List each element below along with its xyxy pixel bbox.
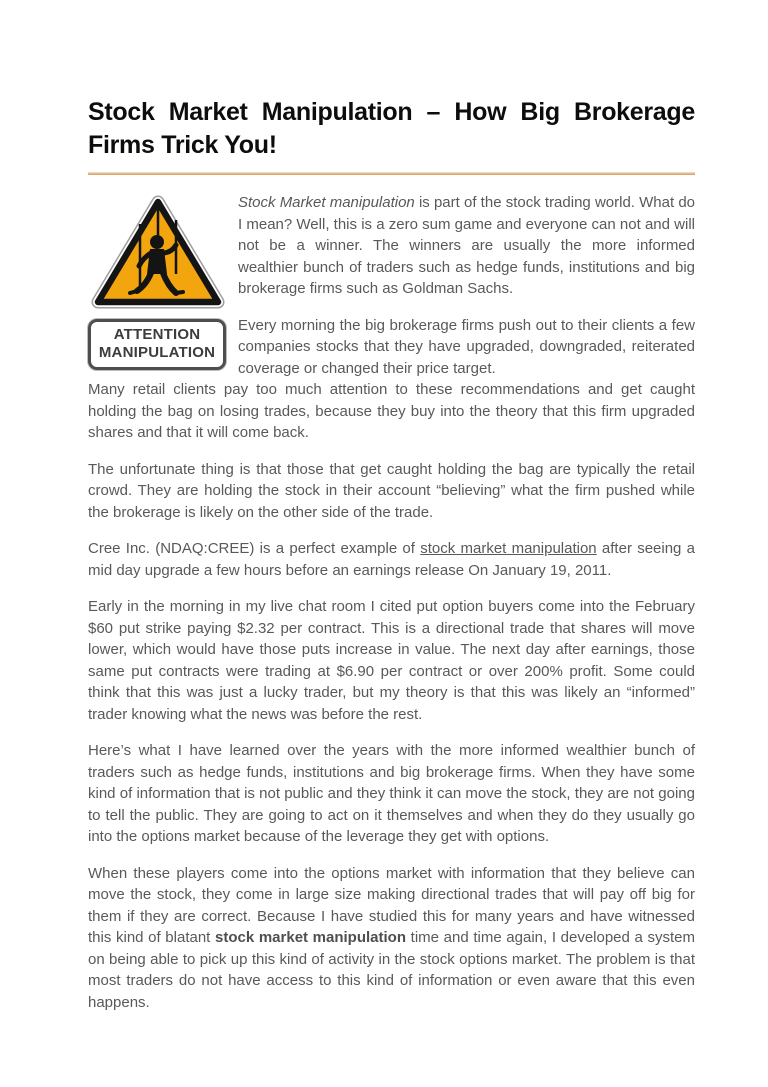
body-paragraph-5	[88, 740, 695, 848]
text-segment: Many retail clients pay too much attention to these recommendations and get caught holding the bag on losing trades, because they buy into the theory that this firm upgraded shares and that it will come back.	[88, 381, 695, 441]
body-paragraph-1	[88, 379, 695, 444]
text-segment: is part of the stock trading world. What do I mean? Well, this is a zero sum game and everyone can not and will not be a winner. The winners are usually the more informed wealthier bunch of traders such as hedge funds, institutions and big brokerage firms such as Goldman Sachs.	[238, 194, 696, 297]
text-segment: The unfortunate thing is that those that get caught holding the bag are typically the retail crowd. They are holding the stock in their account “believing” what the firm pushed while the brokerage is likely on the other side of the trade.	[88, 460, 695, 521]
stock-market-manipulation-link[interactable]: stock market manipulation	[420, 540, 597, 557]
attention-manipulation-label	[88, 319, 226, 370]
page-title-line-2: Firms Trick You!	[88, 131, 277, 159]
text-segment: Here’s what I have learned over the years with the more informed wealthier bunch of traders such as hedge funds, institutions and big brokerage firms. When they have some kind of information that is not public and they think it can move the stock, they are not going to tell the public. They are going to act on it themselves and when they do they usually go into the options market because of the leverage they get with options.	[88, 742, 695, 845]
puppet-strings-warning-triangle-icon	[88, 190, 228, 314]
text-segment: after seeing a mid day upgrade a few hours before an earnings release On January 19, 2011.	[88, 540, 696, 579]
intro-paragraph-2	[238, 315, 695, 380]
attention-manipulation-sign	[88, 190, 228, 370]
article-content	[88, 0, 695, 1013]
title-accent-rule	[88, 172, 695, 175]
intro-paragraph-1	[238, 192, 695, 300]
page-title	[88, 96, 695, 162]
text-segment: stock market manipulation	[215, 929, 407, 946]
attention-label-line: ATTENTION	[113, 326, 201, 343]
text-segment: When these players come into the options market with information that they believe can move the stock, they come in large size making directional trades that will pay off big for them if they are correct. Because I have studied this for many years and have witnessed this kind of blatant	[88, 864, 695, 946]
text-segment: Every morning the big brokerage firms push out to their clients a few companies stocks that they have upgraded, downgraded, reiterated coverage or changed their price target.	[238, 316, 695, 377]
text-segment: Early in the morning in my live chat room I cited put option buyers come into the February $60 put strike paying $2.32 per contract. This is a directional trade that shares will move lower, which would have those puts increase in value. The next day after earnings, those same put contracts were trading at $6.90 per contract or over 200% profit. Some could think that this was just a lucky trader, but my theory is that this was likely an “informed” trader knowing what the news was before the rest.	[88, 598, 695, 723]
intro-section	[88, 190, 695, 379]
body-paragraph-4	[88, 596, 695, 725]
text-segment: Cree Inc. (NDAQ:CREE) is a perfect example of	[88, 540, 421, 557]
body-paragraph-6	[88, 863, 695, 1014]
text-segment: time and time again, I developed a system on being able to pick up this kind of activity in the stock options market. The problem is that most traders do not have access to this kind of information or even aware that this even happens.	[88, 929, 695, 1011]
manipulation-label-line: MANIPULATION	[98, 344, 216, 361]
page-title-line-1: Stock Market Manipulation – How Big Brokerage	[88, 98, 695, 126]
body-paragraph-2	[88, 459, 695, 524]
intro-text-column	[238, 190, 695, 379]
body-paragraph-3	[88, 538, 695, 581]
text-segment: Stock Market manipulation	[238, 194, 415, 211]
